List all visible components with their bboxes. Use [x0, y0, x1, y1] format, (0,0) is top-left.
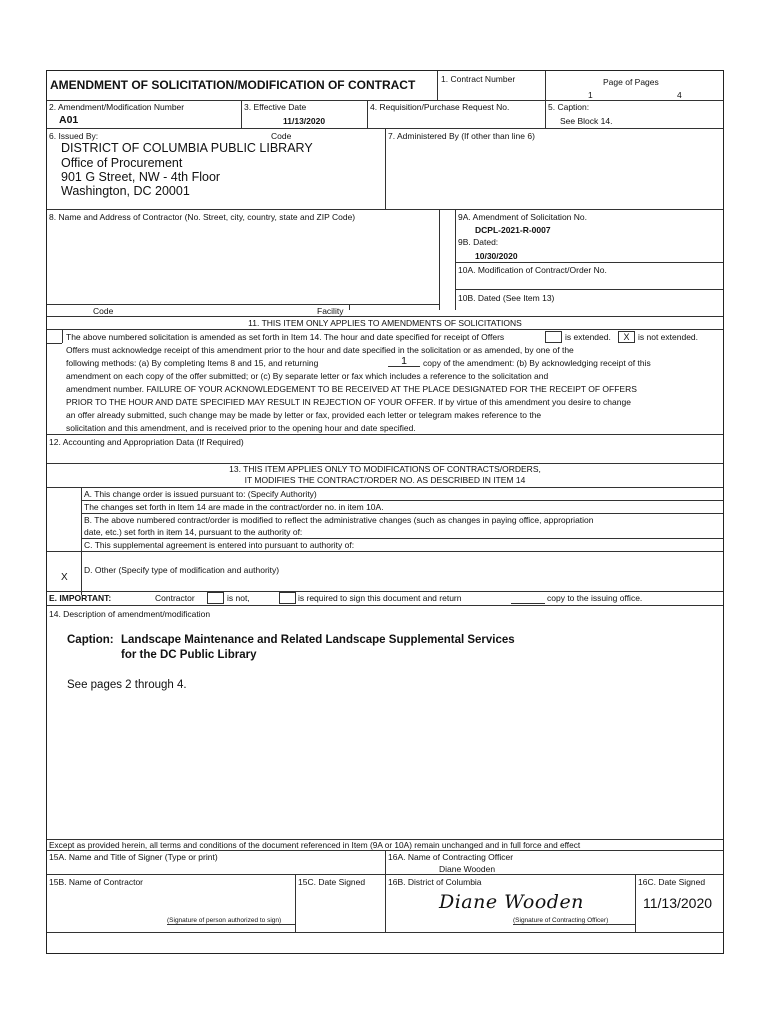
caption-heading: Caption:: [67, 634, 114, 646]
issued-by-label: 6. Issued By:: [49, 131, 99, 141]
contractor-code-label: Code: [93, 306, 114, 316]
divider: [295, 874, 296, 932]
contractor-label: Contractor: [155, 593, 195, 603]
dated-label: 9B. Dated:: [458, 237, 499, 247]
effective-date-value: 11/13/2020: [283, 116, 326, 126]
item11-line2: Offers must acknowledge receipt of this amendment prior to the hour and date specified in the solicitation or as amended, by one of the: [66, 345, 574, 355]
divider: [349, 304, 350, 310]
divider: [47, 874, 723, 875]
divider: [47, 343, 62, 344]
caption-line1: Landscape Maintenance and Related Landscape Supplemental Services: [121, 634, 515, 646]
pages-note: See pages 2 through 4.: [67, 679, 187, 691]
option-c-line1: C. This supplemental agreement is entered into pursuant to authority of:: [84, 540, 355, 550]
accounting-label: 12. Accounting and Appropriation Data (If Required): [49, 437, 244, 447]
is-required-checkbox[interactable]: [279, 592, 296, 604]
administered-by-label: 7. Administered By (If other than line 6): [388, 131, 535, 141]
divider: [47, 932, 723, 933]
option-b-line2: date, etc.) set forth in item 14, pursuant to the authority of:: [84, 527, 303, 537]
divider: [439, 209, 440, 310]
facility-label: Facility: [317, 306, 344, 316]
item11-line7: an offer already submitted, such change may be made by letter or fax, provided each letter or telegram makes reference to the: [66, 410, 542, 420]
divider: [81, 538, 723, 539]
caption-line2: for the DC Public Library: [121, 649, 257, 661]
date-signed-15c-label: 15C. Date Signed: [298, 877, 366, 887]
page-number: 1: [588, 90, 593, 100]
divider: [513, 924, 635, 925]
district-label: 16B. District of Columbia: [388, 877, 482, 887]
is-required-label: is required to sign this document and return: [298, 593, 462, 603]
item13-heading2: IT MODIFIES THE CONTRACT/ORDER NO. AS DESCRIBED IN ITEM 14: [244, 475, 526, 485]
divider: [437, 71, 438, 100]
not-extended-checkbox[interactable]: X: [618, 331, 635, 343]
item11-line3b: copy of the amendment: (b) By acknowledging receipt of this: [423, 358, 651, 368]
divider: [241, 100, 242, 128]
divider: [545, 100, 546, 128]
date-16c-value: 11/13/2020: [643, 895, 713, 911]
copies-blank[interactable]: [511, 603, 545, 604]
divider: [635, 874, 636, 932]
divider: [545, 71, 546, 100]
signer-label: 15A. Name and Title of Signer (Type or print): [49, 852, 218, 862]
divider: [47, 304, 439, 305]
amendment-number-value: A01: [59, 114, 79, 126]
mod-dated-label: 10B. Dated (See Item 13): [458, 293, 555, 303]
officer-signature: Diane Wooden: [439, 891, 584, 913]
divider: [47, 329, 723, 330]
issuer-street: 901 G Street, NW - 4th Floor: [61, 170, 221, 184]
is-not-label: is not,: [227, 593, 250, 603]
divider: [455, 209, 456, 310]
form-title: AMENDMENT OF SOLICITATION/MODIFICATION OF CONTRACT: [50, 78, 416, 92]
date-signed-16c-label: 16C. Date Signed: [638, 877, 706, 887]
divider: [81, 487, 82, 595]
divider: [47, 209, 723, 210]
caption-value: See Block 14.: [560, 116, 613, 126]
issuer-office: Office of Procurement: [61, 156, 183, 170]
divider: [455, 289, 723, 290]
extended-checkbox[interactable]: [545, 331, 562, 343]
officer-name: Diane Wooden: [439, 864, 496, 874]
officer-signature-note: (Signature of Contracting Officer): [513, 917, 609, 924]
dated-value: 10/30/2020: [475, 251, 518, 261]
description-label: 14. Description of amendment/modification: [49, 609, 211, 619]
important-label: E. IMPORTANT:: [49, 593, 112, 603]
item11-line4: amendment on each copy of the offer submitted; or (c) By separate letter or fax which includes a reference to the solicitation and: [66, 371, 549, 381]
divider: [81, 513, 723, 514]
issued-code-label: Code: [271, 131, 292, 141]
item11-line5: amendment number. FAILURE OF YOUR ACKNOWLEDGEMENT TO BE RECEIVED AT THE PLACE DESIGNATED FOR THE RECEIPT OF OFFERS: [66, 384, 637, 394]
item11-line1: The above numbered solicitation is amended as set forth in Item 14. The hour and date specified for receipt of Offers: [66, 332, 505, 342]
amendment-solicitation-value: DCPL-2021-R-0007: [475, 225, 551, 235]
officer-label: 16A. Name of Contracting Officer: [388, 852, 514, 862]
copy-to-label: copy to the issuing office.: [547, 593, 643, 603]
contractor-name-label: 15B. Name of Contractor: [49, 877, 144, 887]
contractor-address-label: 8. Name and Address of Contractor (No. Street, city, country, state and ZIP Code): [49, 212, 356, 222]
is-not-checkbox[interactable]: [207, 592, 224, 604]
divider: [47, 434, 723, 435]
except-text: Except as provided herein, all terms and conditions of the document referenced in Item (9A or 10A) remain unchanged and in full force and effect: [49, 840, 581, 850]
divider: [167, 924, 295, 925]
divider: [47, 316, 723, 317]
pages-total: 4: [677, 90, 682, 100]
item11-line3a: following methods: (a) By completing Items 8 and 15, and returning: [66, 358, 319, 368]
divider: [47, 100, 723, 101]
amendment-form: [46, 70, 724, 954]
modification-label: 10A. Modification of Contract/Order No.: [458, 265, 607, 275]
requisition-label: 4. Requisition/Purchase Request No.: [370, 102, 510, 112]
item11-line8: solicitation and this amendment, and is received prior to the opening hour and date specified.: [66, 423, 416, 433]
is-not-extended-label: is not extended.: [638, 332, 699, 342]
divider: [81, 500, 723, 501]
divider: [47, 551, 723, 552]
option-b-line1: B. The above numbered contract/order is modified to reflect the administrative changes (such as changes in paying office, appropriation: [84, 515, 594, 525]
issuer-city: Washington, DC 20001: [61, 184, 190, 198]
option-a-line2: The changes set forth in Item 14 are made in the contract/order no. in item 10A.: [84, 502, 384, 512]
page-of-pages-label: Page of Pages: [603, 77, 659, 87]
divider: [455, 262, 723, 263]
is-extended-label: is extended.: [565, 332, 611, 342]
copies-count: 1: [388, 356, 420, 367]
divider: [385, 850, 386, 932]
option-d-line1: D. Other (Specify type of modification and authority): [84, 565, 280, 575]
divider: [367, 100, 368, 128]
divider: [47, 487, 723, 488]
divider: [47, 591, 723, 592]
divider: [62, 329, 63, 343]
contractor-signature-note: (Signature of person authorized to sign): [167, 917, 282, 924]
issuer-name: DISTRICT OF COLUMBIA PUBLIC LIBRARY: [61, 141, 313, 155]
caption-label: 5. Caption:: [548, 102, 590, 112]
option-a-line1: A. This change order is issued pursuant to: (Specify Authority): [84, 489, 317, 499]
divider: [385, 128, 386, 209]
effective-date-label: 3. Effective Date: [244, 102, 307, 112]
item13-heading1: 13. THIS ITEM APPLIES ONLY TO MODIFICATIONS OF CONTRACTS/ORDERS,: [229, 464, 541, 474]
option-d-mark[interactable]: X: [61, 572, 68, 583]
amendment-number-label: 2. Amendment/Modification Number: [49, 102, 185, 112]
divider: [47, 605, 723, 606]
item11-heading: 11. THIS ITEM ONLY APPLIES TO AMENDMENTS OF SOLICITATIONS: [248, 318, 522, 328]
contract-number-label: 1. Contract Number: [441, 74, 516, 84]
amendment-solicitation-label: 9A. Amendment of Solicitation No.: [458, 212, 587, 222]
item11-line6: PRIOR TO THE HOUR AND DATE SPECIFIED MAY RESULT IN REJECTION OF YOUR OFFER. If by virtue of this amendment you desire to change: [66, 397, 631, 407]
